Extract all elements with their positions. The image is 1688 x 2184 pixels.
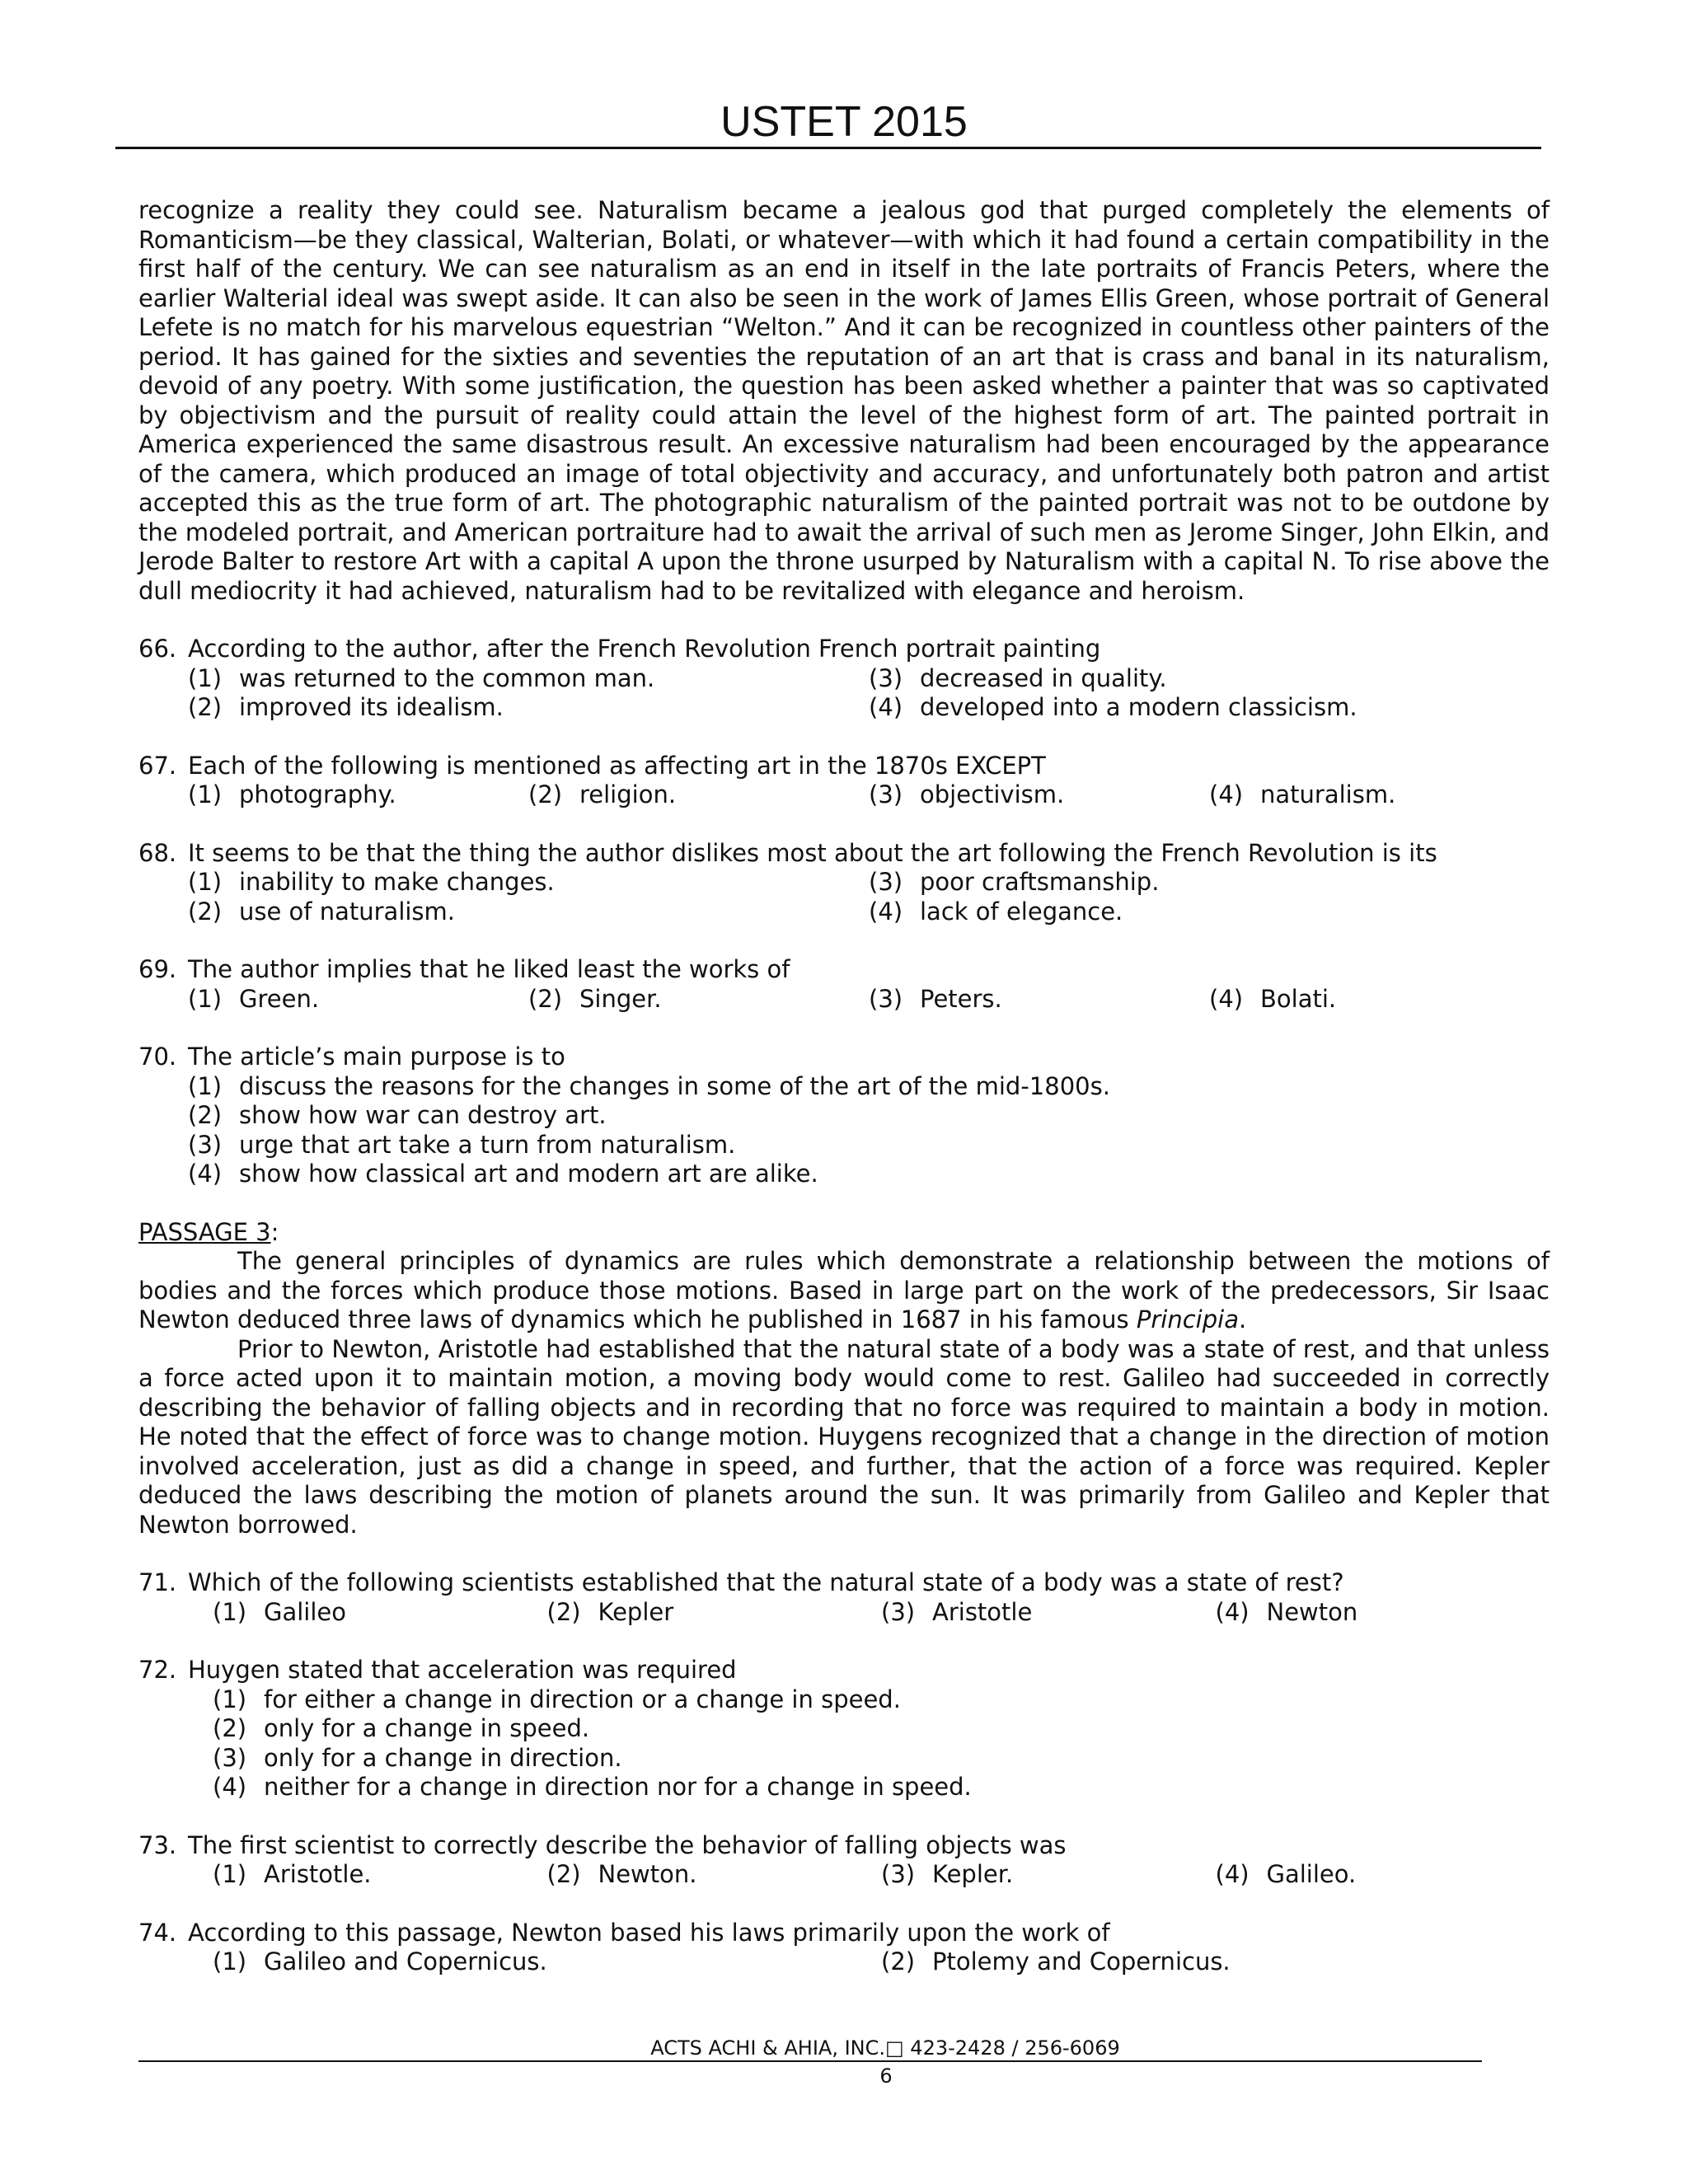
answer-option[interactable]: (1) discuss the reasons for the changes in some of the art of the mid-1800s. [188,1071,1110,1100]
header-rule [115,147,1541,149]
answer-option[interactable]: (1) for either a change in direction or a change in speed. [213,1685,901,1713]
question-66 [138,635,1550,723]
passage-3-paragraph-1: The general principles of dynamics are rules which demonstrate a relationship between the motions of bodies and the forces which produce those motions. Based in large part on the work of the predecessors, Sir Isaac Newton deduced three laws of dynamics which he published in 1687 in his famous Principia. [138,1247,1550,1333]
answer-option[interactable]: (1) Galileo and Copernicus. [213,1947,547,1975]
page-number: 6 [879,2064,893,2088]
question-68 [138,839,1550,927]
question-72 [138,1656,1550,1802]
question-number: 67. [138,751,177,780]
question-number: 71. [138,1568,177,1596]
answer-option[interactable]: (4) Bolati. [1209,984,1337,1013]
answer-option[interactable]: (3) only for a change in direction. [213,1743,622,1772]
question-stem: The author implies that he liked least the works of [188,955,790,983]
answer-option[interactable]: (3) urge that art take a turn from naturalism. [188,1130,736,1159]
answer-option[interactable]: (3) poor craftsmanship. [869,868,1160,896]
answer-option[interactable]: (4) Newton [1215,1597,1358,1626]
question-69 [138,955,1550,1014]
answer-option[interactable]: (4) lack of elegance. [869,897,1123,926]
question-stem: Each of the following is mentioned as affecting art in the 1870s EXCEPT [188,751,1046,780]
question-number: 72. [138,1656,177,1684]
answer-option[interactable]: (3) Peters. [869,984,1002,1013]
answer-option[interactable]: (2) improved its idealism. [188,693,504,721]
answer-option[interactable]: (4) developed into a modern classicism. [869,693,1357,721]
question-stem: The first scientist to correctly describe the behavior of falling objects was [188,1830,1067,1859]
answer-option[interactable]: (2) only for a change in speed. [213,1714,590,1742]
question-stem: The article’s main purpose is to [188,1043,565,1071]
question-71 [138,1568,1550,1627]
passage-3-paragraph-2: Prior to Newton, Aristotle had established that the natural state of a body was a state of rest, and that unless a force acted upon it to maintain motion, a moving body would come to rest. Galileo had succeeded in correctly describing the behavior of falling objects and in recording that no force was required to maintain a body in motion. He noted that the effect of force was to change motion. Huygens recognized that a change in the direction of motion involved acceleration, just as did a change in speed, and further, that the action of a force was required. Kepler deduced the laws describing the motion of planets around the sun. It was primarily from Galileo and Kepler that Newton borrowed. [138,1334,1550,1539]
question-stem: According to this passage, Newton based his laws primarily upon the work of [188,1918,1110,1947]
answer-option[interactable]: (2) Singer. [528,984,662,1013]
answer-option[interactable]: (4) naturalism. [1209,780,1396,808]
passage-2-continuation: recognize a reality they could see. Naturalism became a jealous god that purged completely the elements of Romanticism—be they classical, Walterian, Bolati, or whatever—with which it had found a certain compatibility in the first half of the century. We can see naturalism as an end in itself in the late portraits of Francis Peters, where the earlier Walterial ideal was swept aside. It can also be seen in the work of James Ellis Green, whose portrait of General Lefete is no match for his marvelous equestrian “Welton.” And it can be recognized in countless other painters of the period. It has gained for the sixties and seventies the reputation of an art that is crass and banal in its naturalism, devoid of any poetry. With some justification, the question has been asked whether a painter that was so captivated by objectivism and the pursuit of reality could attain the level of the highest form of art. The painted portrait in America experienced the same disastrous result. An excessive naturalism had been encouraged by the appearance of the camera, which produced an image of total objectivity and accuracy, and unfortunately both patron and artist accepted this as the true form of art. The photographic naturalism of the painted portrait was not to be outdone by the modeled portrait, and American portraiture had to await the arrival of such men as Jerome Singer, John Elkin, and Jerode Balter to restore Art with a capital A upon the throne usurped by Naturalism with a capital N. To rise above the dull mediocrity it had achieved, naturalism had to be revitalized with elegance and heroism. [138,196,1550,605]
question-67 [138,752,1550,810]
answer-option[interactable]: (4) neither for a change in direction nor for a change in speed. [213,1773,972,1801]
question-number: 68. [138,838,177,867]
answer-option[interactable]: (3) objectivism. [869,780,1065,808]
answer-option[interactable]: (2) use of naturalism. [188,897,456,926]
answer-option[interactable]: (3) Aristotle [881,1597,1033,1626]
question-stem: According to the author, after the French Revolution French portrait painting [188,635,1101,663]
answer-option[interactable]: (1) photography. [188,780,396,808]
footer-rule [138,2060,1482,2062]
question-70 [138,1043,1550,1189]
question-number: 66. [138,635,177,663]
answer-option[interactable]: (2) show how war can destroy art. [188,1101,607,1129]
answer-option[interactable]: (4) show how classical art and modern art are alike. [188,1160,818,1188]
answer-option[interactable]: (3) Kepler. [881,1860,1014,1888]
passage-3-label: PASSAGE 3: [138,1217,279,1246]
answer-option[interactable]: (1) Green. [188,984,320,1013]
footer-publisher: ACTS ACHI & AHIA, INC.□ 423-2428 / 256-6069 [650,2036,1120,2060]
answer-option[interactable]: (1) Aristotle. [213,1860,372,1888]
question-74 [138,1919,1550,1977]
answer-option[interactable]: (1) inability to make changes. [188,868,555,896]
answer-option[interactable]: (3) decreased in quality. [869,663,1167,692]
answer-option[interactable]: (1) was returned to the common man. [188,663,655,692]
page-content [138,196,1550,1977]
question-stem: It seems to be that the thing the author dislikes most about the art following the French Revolution is its [188,838,1437,867]
question-number: 69. [138,955,177,983]
question-number: 70. [138,1043,177,1071]
answer-option[interactable]: (2) Newton. [546,1860,697,1888]
answer-option[interactable]: (2) Ptolemy and Copernicus. [881,1947,1231,1975]
question-73 [138,1831,1550,1890]
question-stem: Which of the following scientists established that the natural state of a body was a state of rest? [188,1568,1344,1596]
question-number: 73. [138,1830,177,1859]
answer-option[interactable]: (2) Kepler [546,1597,674,1626]
answer-option[interactable]: (2) religion. [528,780,677,808]
answer-option[interactable]: (4) Galileo. [1215,1860,1357,1888]
question-stem: Huygen stated that acceleration was required [188,1656,737,1684]
question-number: 74. [138,1918,177,1947]
page-title: USTET 2015 [720,98,968,146]
answer-option[interactable]: (1) Galileo [213,1597,346,1626]
